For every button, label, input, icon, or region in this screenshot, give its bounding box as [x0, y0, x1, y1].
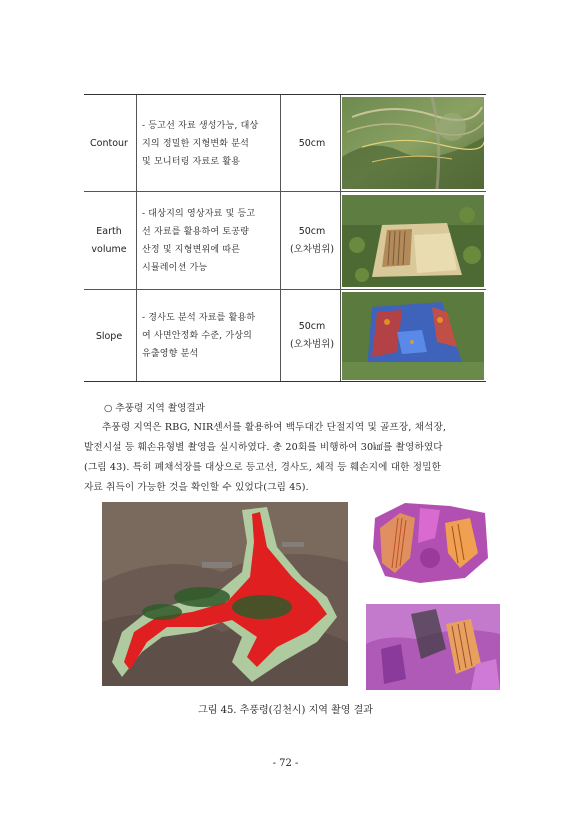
row-contour-resolution: 50cm [298, 138, 326, 149]
row-contour-name: Contour [90, 138, 128, 149]
contour-aerial-image [342, 97, 484, 189]
row-slope-description: - 경사도 분석 자료를 활용하 여 사면안정화 수준, 가상의 유출영향 분석 [142, 313, 256, 359]
row-slope-name: Slope [95, 331, 123, 342]
row-divider [84, 289, 486, 290]
row-slope-resolution: 50cm (오차범위) [289, 321, 335, 350]
analysis-table [84, 94, 486, 382]
chupungnyeong-overview-map [102, 502, 348, 690]
row-earth-volume-description: - 대상지의 영상자료 및 등고 선 자료를 활용하여 토공량 산정 및 지형변위에 따른 시뮬레이션 가능 [142, 209, 256, 273]
quarry-slope-map-bottom [366, 604, 500, 694]
row-divider [84, 191, 486, 192]
row-earth-volume-resolution: 50cm (오차범위) [289, 226, 335, 255]
row-earth-volume-name: Earth volume [91, 226, 127, 255]
column-divider [340, 95, 341, 381]
section-heading: ○ 추풍령 지역 촬영결과 [104, 403, 205, 414]
figure-caption: 그림 45. 추풍령(김천시) 지역 촬영 결과 [198, 705, 373, 716]
body-paragraph: 추풍령 지역은 RBG, NIR센서를 활용하여 백두대간 단절지역 및 골프장, 채석장, 발전시설 등 훼손유형별 촬영을 실시하였다. 총 20회를 비행하여 30㎢를 촬영하였다 (그림 43). 특히 폐채석장를 대상으로 등고선, 경사도, 체적 등 훼손지에 대한 정밀한 자료 취득이 가능한 것을 확인할 수 있었다(그림 45). [84, 422, 447, 493]
page-number: - 72 - [272, 758, 299, 769]
column-divider [136, 95, 137, 381]
column-divider [280, 95, 281, 381]
quarry-slope-map-top [370, 498, 490, 590]
slope-aerial-image [342, 292, 484, 380]
earth-volume-aerial-image [342, 195, 484, 287]
row-contour-description: - 등고선 자료 생성가능, 대상 지의 정밀한 지형변화 분석 및 모니터링 자료로 활용 [142, 121, 259, 167]
